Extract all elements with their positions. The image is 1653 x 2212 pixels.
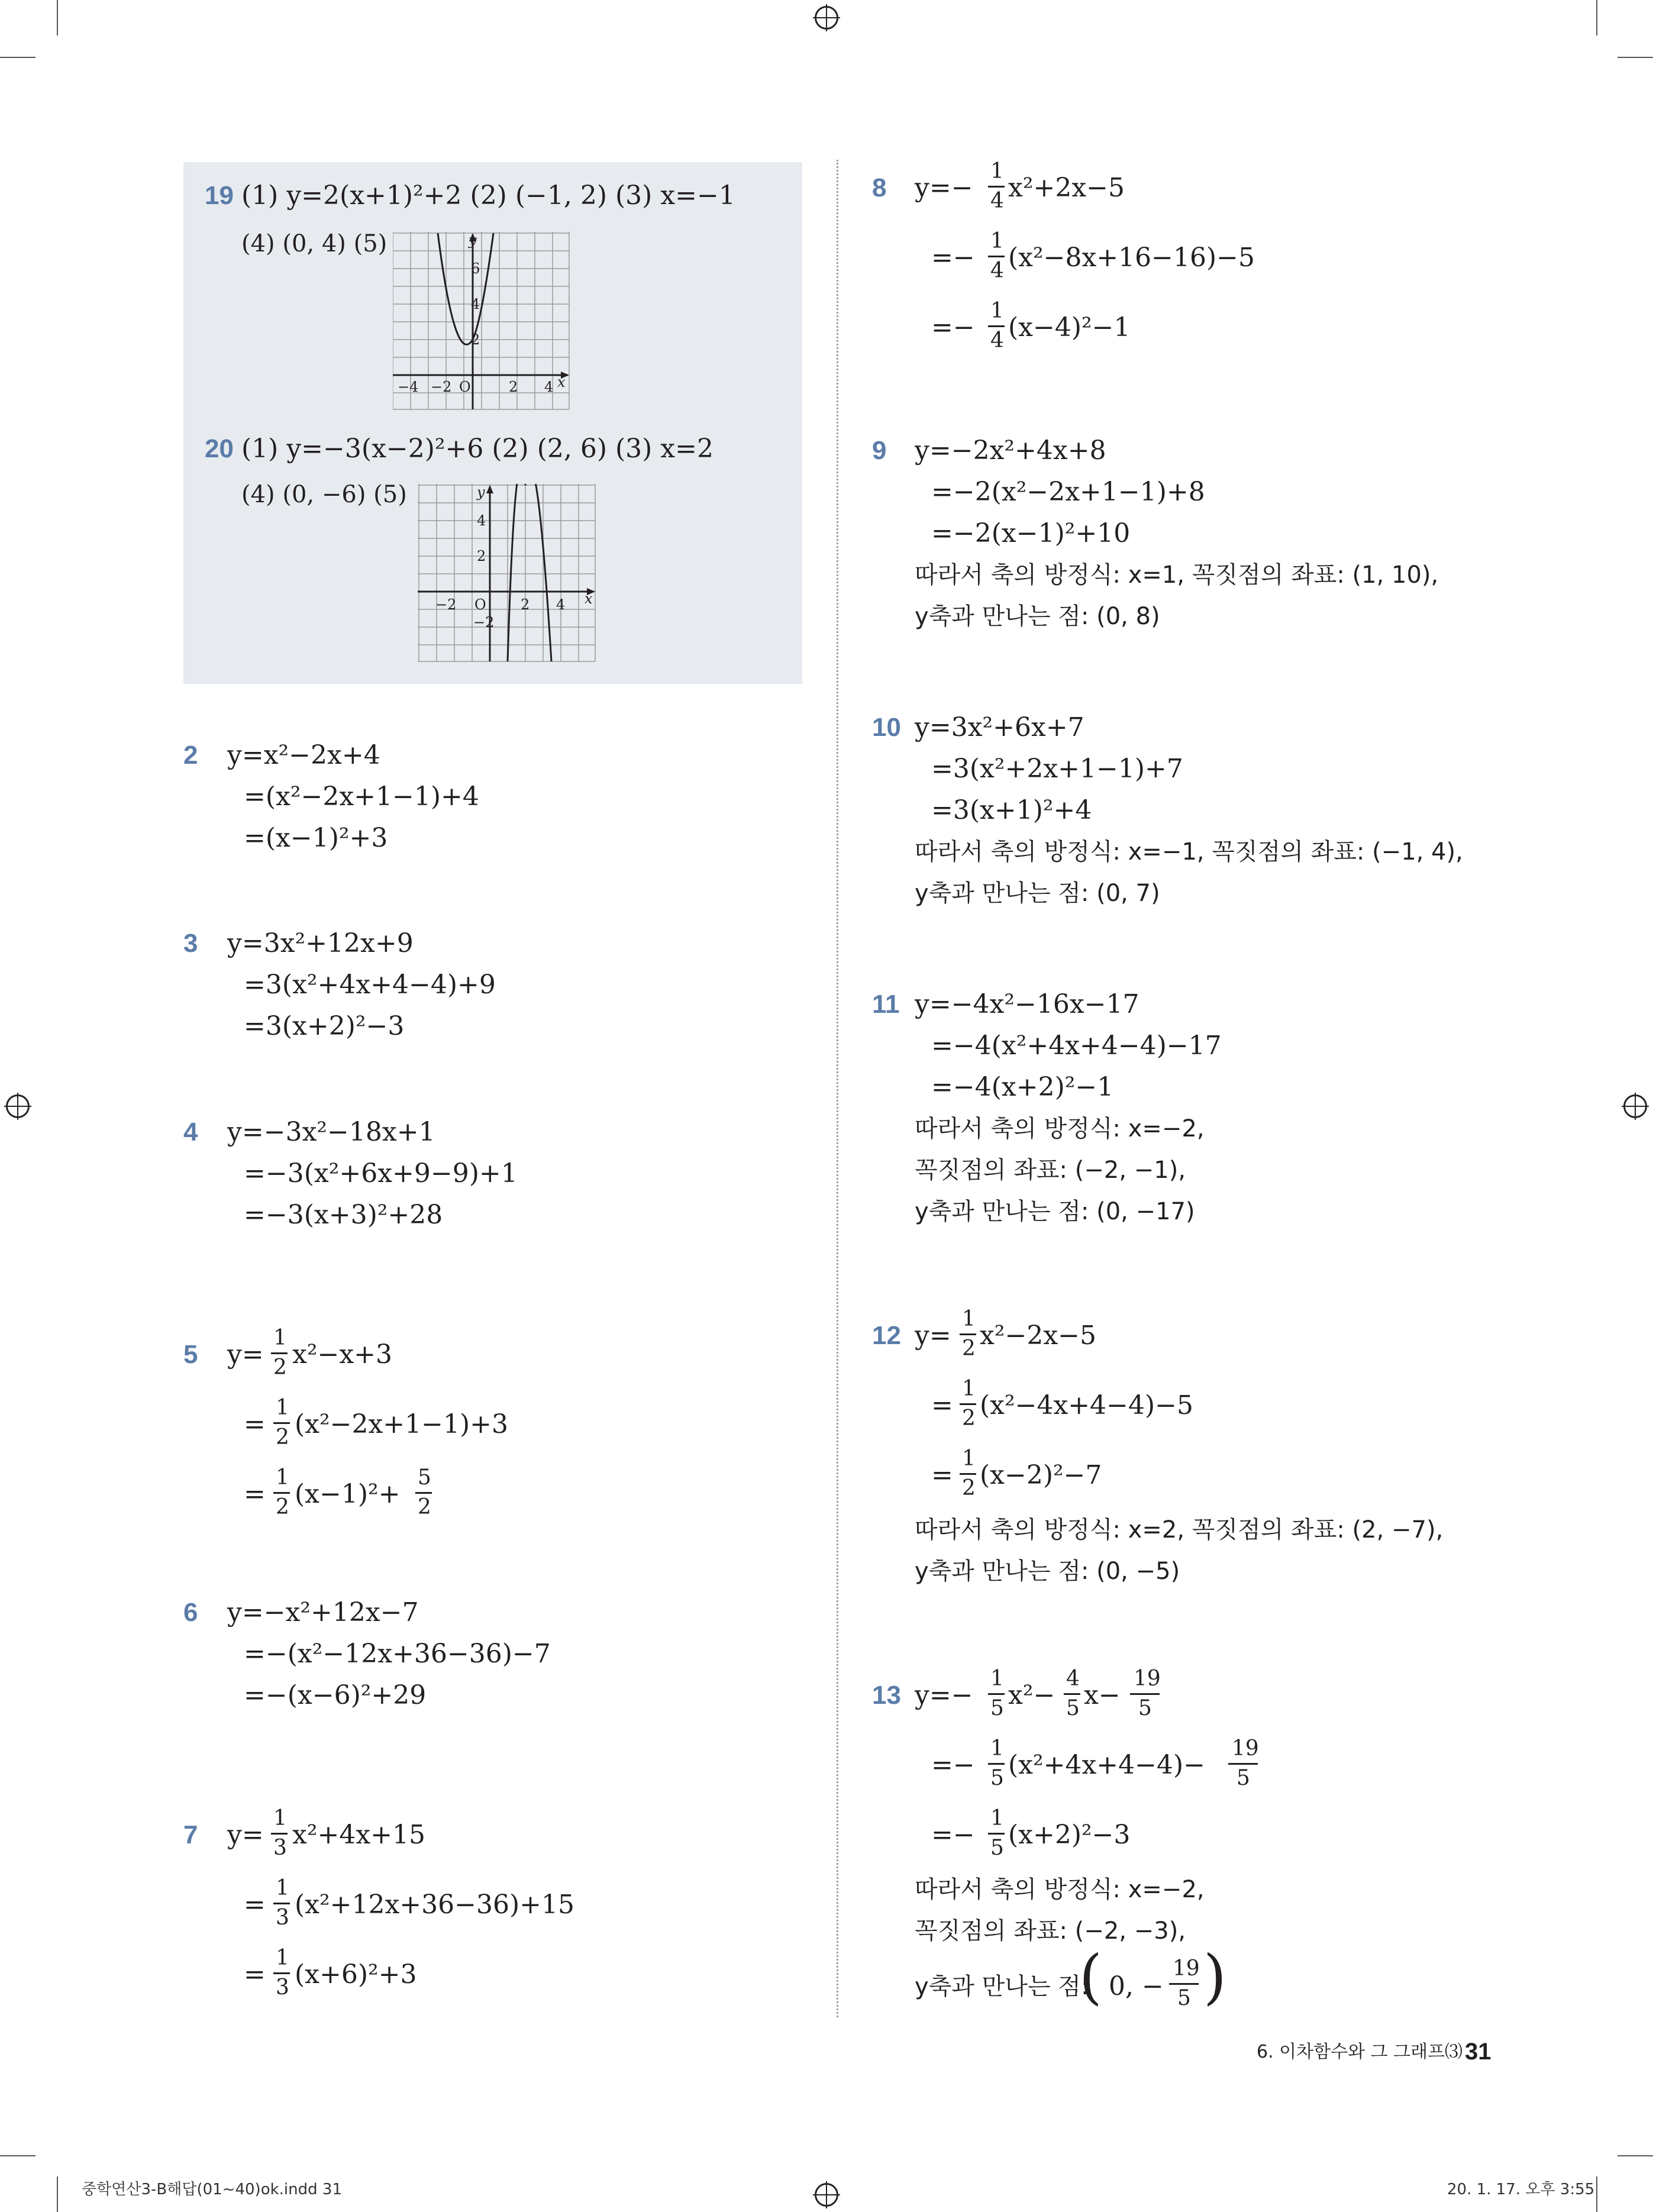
axis-label: y bbox=[469, 232, 477, 248]
crop-mark bbox=[57, 0, 58, 35]
equation-line: y=3x²+12x+9 bbox=[227, 928, 414, 958]
problem-number: 20 bbox=[205, 434, 234, 463]
problem-number: 11 bbox=[872, 990, 900, 1019]
crop-mark bbox=[0, 57, 35, 58]
equation-line: =3(x²+2x+1−1)+7 bbox=[931, 754, 1183, 784]
fraction-denominator: 2 bbox=[276, 1495, 289, 1519]
fraction-numerator: 4 bbox=[1066, 1667, 1080, 1691]
crop-mark bbox=[1596, 2177, 1597, 2212]
explanation-line: 따라서 축의 방정식: x=−2, bbox=[915, 1876, 1205, 1903]
fraction-bar bbox=[960, 1333, 976, 1335]
fraction-bar bbox=[988, 1833, 1005, 1835]
equation-part: (x−2)²−7 bbox=[980, 1460, 1102, 1490]
fraction-denominator: 4 bbox=[990, 259, 1004, 283]
equation-part: = bbox=[244, 1479, 266, 1509]
equation-line: y=−4x²−16x−17 bbox=[915, 989, 1139, 1019]
problem-number: 19 bbox=[205, 181, 234, 210]
problem-number: 4 bbox=[183, 1118, 198, 1147]
tick-label: −2 bbox=[431, 379, 452, 395]
problem-number: 13 bbox=[872, 1681, 901, 1710]
fraction-denominator: 2 bbox=[962, 1406, 976, 1430]
fraction-bar bbox=[1228, 1763, 1258, 1765]
problem-number: 2 bbox=[183, 741, 198, 770]
fraction-numerator: 1 bbox=[276, 1946, 289, 1970]
explanation-line: y축과 만나는 점: (0, −17) bbox=[915, 1198, 1195, 1225]
equation-line: =−4(x²+4x+4−4)−17 bbox=[931, 1031, 1222, 1061]
fraction-numerator: 1 bbox=[273, 1326, 287, 1350]
equation-line: =3(x²+4x+4−4)+9 bbox=[244, 970, 496, 1000]
registration-mark-icon bbox=[815, 2183, 838, 2207]
explanation-line: 꼭짓점의 좌표: (−2, −3), bbox=[915, 1917, 1186, 1945]
problem-number: 6 bbox=[183, 1598, 198, 1627]
equation-line: =(x²−2x+1−1)+4 bbox=[244, 782, 479, 812]
fraction-numerator: 1 bbox=[276, 1396, 289, 1420]
fraction-numerator: 1 bbox=[276, 1465, 289, 1490]
equation-line: =(x−1)²+3 bbox=[244, 823, 388, 853]
tick-label: 4 bbox=[556, 596, 566, 613]
fraction-numerator: 1 bbox=[990, 1806, 1004, 1830]
tick-label: 4 bbox=[544, 379, 554, 395]
equation-line: =−3(x²+6x+9−9)+1 bbox=[244, 1158, 518, 1189]
tick-label: O bbox=[459, 379, 471, 395]
fraction-bar bbox=[960, 1403, 976, 1405]
equation-part: y=− bbox=[915, 173, 973, 203]
fraction-denominator: 5 bbox=[1066, 1696, 1080, 1720]
fraction-denominator: 2 bbox=[962, 1476, 976, 1500]
equation-part: x²−x+3 bbox=[292, 1339, 392, 1370]
registration-mark-icon bbox=[6, 1094, 30, 1118]
equation-part: = bbox=[931, 1390, 953, 1420]
equation-part: y= bbox=[915, 1320, 951, 1351]
answer-line: (4) (0, 4) (5) bbox=[241, 230, 388, 257]
fraction-denominator: 3 bbox=[276, 1975, 289, 2000]
tick-label: 2 bbox=[509, 379, 518, 395]
equation-part: (x²−8x+16−16)−5 bbox=[1008, 243, 1255, 273]
equation-part: = bbox=[931, 1460, 953, 1490]
fraction-numerator: 1 bbox=[990, 159, 1004, 183]
equation-part: x²−2x−5 bbox=[980, 1320, 1096, 1351]
crop-mark bbox=[57, 2177, 58, 2212]
explanation-line: 꼭짓점의 좌표: (−2, −1), bbox=[915, 1157, 1186, 1184]
tick-label: 4 bbox=[477, 512, 486, 529]
axis-label: x bbox=[585, 590, 593, 607]
equation-line: =−2(x²−2x+1−1)+8 bbox=[931, 477, 1205, 507]
paren-right: ) bbox=[1203, 1942, 1227, 2011]
equation-part: y= bbox=[227, 1339, 264, 1370]
fraction-bar bbox=[988, 256, 1005, 257]
paren-left: ( bbox=[1079, 1942, 1103, 2011]
fraction-numerator: 1 bbox=[276, 1876, 289, 1900]
crop-mark bbox=[1618, 57, 1653, 58]
equation-part: (x²+12x+36−36)+15 bbox=[295, 1890, 575, 1920]
equation-part: (x−4)²−1 bbox=[1008, 312, 1131, 343]
fraction-numerator: 1 bbox=[990, 1667, 1004, 1691]
problem-number: 10 bbox=[872, 713, 901, 742]
fraction-bar bbox=[271, 1833, 288, 1835]
fraction-denominator: 5 bbox=[1177, 1986, 1191, 2010]
fraction-denominator: 2 bbox=[962, 1336, 976, 1361]
equation-part: x− bbox=[1084, 1680, 1121, 1710]
fraction-denominator: 5 bbox=[990, 1766, 1004, 1790]
registration-mark-icon bbox=[1623, 1094, 1647, 1118]
crop-mark bbox=[0, 2155, 35, 2156]
fraction-numerator: 1 bbox=[962, 1377, 976, 1401]
crop-mark bbox=[1596, 0, 1597, 35]
equation-part: = bbox=[244, 1409, 266, 1439]
chapter-title: 6. 이차함수와 그 그래프⑶ bbox=[1257, 2042, 1463, 2062]
fraction-denominator: 4 bbox=[990, 189, 1004, 213]
fraction-numerator: 19 bbox=[1232, 1736, 1259, 1761]
equation-part: x²+2x−5 bbox=[1008, 173, 1125, 203]
axis-label: y bbox=[477, 484, 485, 500]
fraction-numerator: 1 bbox=[273, 1806, 287, 1830]
explanation-line: 따라서 축의 방정식: x=2, 꼭짓점의 좌표: (2, −7), bbox=[915, 1516, 1444, 1543]
explanation-line: 따라서 축의 방정식: x=−1, 꼭짓점의 좌표: (−1, 4), bbox=[915, 838, 1463, 866]
tick-label: O bbox=[474, 596, 486, 613]
fraction-bar bbox=[1130, 1693, 1160, 1695]
explanation-line: y축과 만나는 점: (0, 8) bbox=[915, 603, 1160, 630]
parabola-graph-20 bbox=[418, 484, 596, 663]
problem-number: 9 bbox=[872, 436, 887, 465]
problem-number: 8 bbox=[872, 173, 887, 202]
equation-line: =3(x+1)²+4 bbox=[931, 795, 1092, 825]
fraction-numerator: 1 bbox=[990, 1736, 1004, 1761]
fraction-bar bbox=[415, 1492, 432, 1494]
page-number: 31 bbox=[1465, 2039, 1491, 2065]
equation-part: 0, − bbox=[1109, 1971, 1164, 2001]
explanation-line: y축과 만나는 점: (0, 7) bbox=[915, 880, 1160, 907]
equation-part: = bbox=[244, 1890, 266, 1920]
explanation-line: 따라서 축의 방정식: x=−2, bbox=[915, 1115, 1205, 1142]
fraction-bar bbox=[273, 1903, 290, 1904]
equation-line: y=−x²+12x−7 bbox=[227, 1597, 419, 1627]
equation-line: y=x²−2x+4 bbox=[227, 740, 380, 770]
equation-part: =− bbox=[931, 312, 975, 343]
fraction-denominator: 3 bbox=[276, 1906, 289, 1930]
fraction-numerator: 1 bbox=[962, 1307, 976, 1331]
equation-part: y= bbox=[227, 1820, 264, 1850]
answer-line: (1) y=−3(x−2)²+6 (2) (2, 6) (3) x=2 bbox=[241, 434, 713, 464]
fraction-bar bbox=[273, 1422, 290, 1424]
fraction-denominator: 5 bbox=[990, 1696, 1004, 1720]
equation-line: y=−2x²+4x+8 bbox=[915, 435, 1106, 466]
problem-number: 7 bbox=[183, 1820, 198, 1849]
fraction-numerator: 1 bbox=[962, 1446, 976, 1471]
problem-number: 3 bbox=[183, 929, 198, 958]
tick-label: 2 bbox=[477, 548, 486, 564]
equation-part: = bbox=[244, 1959, 266, 1990]
fraction-bar bbox=[1169, 1983, 1199, 1985]
problem-number: 12 bbox=[872, 1321, 901, 1350]
fraction-numerator: 1 bbox=[990, 299, 1004, 323]
equation-part: x²− bbox=[1008, 1680, 1055, 1710]
equation-line: =−(x−6)²+29 bbox=[244, 1680, 427, 1710]
equation-part: (x−1)²+ bbox=[295, 1479, 401, 1509]
tick-label: 6 bbox=[471, 260, 480, 277]
fraction-bar bbox=[988, 1693, 1005, 1695]
fraction-numerator: 1 bbox=[990, 229, 1004, 253]
fraction-denominator: 5 bbox=[1138, 1696, 1152, 1720]
equation-part: =− bbox=[931, 243, 975, 273]
fraction-bar bbox=[273, 1972, 290, 1974]
fraction-bar bbox=[1064, 1693, 1080, 1695]
tick-label: −2 bbox=[435, 596, 457, 613]
fraction-numerator: 5 bbox=[418, 1465, 431, 1490]
equation-part: (x+6)²+3 bbox=[295, 1959, 417, 1990]
fraction-bar bbox=[271, 1352, 288, 1354]
fraction-denominator: 5 bbox=[990, 1836, 1004, 1860]
equation-line: =−2(x−1)²+10 bbox=[931, 518, 1131, 548]
equation-part: y=− bbox=[915, 1680, 973, 1710]
explanation-line: y축과 만나는 점: bbox=[915, 1973, 1089, 2000]
equation-line: =−(x²−12x+36−36)−7 bbox=[244, 1639, 551, 1669]
answer-line: (1) y=2(x+1)²+2 (2) (−1, 2) (3) x=−1 bbox=[241, 180, 735, 211]
fraction-numerator: 19 bbox=[1173, 1956, 1200, 1981]
equation-part: (x²−4x+4−4)−5 bbox=[980, 1390, 1194, 1420]
equation-part: =− bbox=[931, 1750, 975, 1780]
fraction-bar bbox=[988, 186, 1005, 188]
equation-line: y=−3x²−18x+1 bbox=[227, 1117, 435, 1147]
equation-part: (x²−2x+1−1)+3 bbox=[295, 1409, 509, 1439]
fraction-denominator: 2 bbox=[276, 1425, 289, 1449]
equation-part: x²+4x+15 bbox=[292, 1820, 425, 1850]
fraction-bar bbox=[988, 325, 1005, 327]
equation-line: =−3(x+3)²+28 bbox=[244, 1200, 443, 1230]
fraction-denominator: 2 bbox=[418, 1495, 431, 1519]
problem-number: 5 bbox=[183, 1340, 198, 1369]
fraction-denominator: 5 bbox=[1236, 1766, 1250, 1790]
equation-line: =3(x+2)²−3 bbox=[244, 1011, 405, 1041]
equation-line: y=3x²+6x+7 bbox=[915, 712, 1084, 742]
explanation-line: 따라서 축의 방정식: x=1, 꼭짓점의 좌표: (1, 10), bbox=[915, 561, 1439, 589]
fraction-bar bbox=[988, 1763, 1005, 1765]
axis-label: x bbox=[557, 374, 566, 390]
registration-mark-icon bbox=[815, 6, 838, 30]
fraction-denominator: 2 bbox=[273, 1355, 287, 1380]
tick-label: −2 bbox=[473, 614, 495, 631]
tick-label: 2 bbox=[471, 331, 480, 348]
crop-mark bbox=[1618, 2155, 1653, 2156]
tick-label: 2 bbox=[521, 596, 530, 613]
equation-line: =−4(x+2)²−1 bbox=[931, 1072, 1114, 1102]
tick-label: −4 bbox=[398, 379, 419, 395]
file-slug: 중학연산3-B해답(01~40)ok.indd 31 bbox=[82, 2181, 342, 2198]
column-divider bbox=[837, 160, 838, 2017]
answer-line: (4) (0, −6) (5) bbox=[241, 481, 407, 508]
date-slug: 20. 1. 17. 오후 3:55 bbox=[1447, 2181, 1595, 2198]
equation-part: (x+2)²−3 bbox=[1008, 1820, 1131, 1850]
fraction-bar bbox=[960, 1473, 976, 1475]
fraction-numerator: 19 bbox=[1134, 1667, 1161, 1691]
fraction-denominator: 3 bbox=[273, 1836, 287, 1860]
fraction-bar bbox=[273, 1492, 290, 1494]
equation-part: (x²+4x+4−4)− bbox=[1008, 1750, 1206, 1780]
fraction-denominator: 4 bbox=[990, 328, 1004, 353]
explanation-line: y축과 만나는 점: (0, −5) bbox=[915, 1558, 1180, 1585]
equation-part: =− bbox=[931, 1820, 975, 1850]
tick-label: 4 bbox=[471, 296, 480, 312]
parabola-graph-19 bbox=[393, 232, 570, 412]
